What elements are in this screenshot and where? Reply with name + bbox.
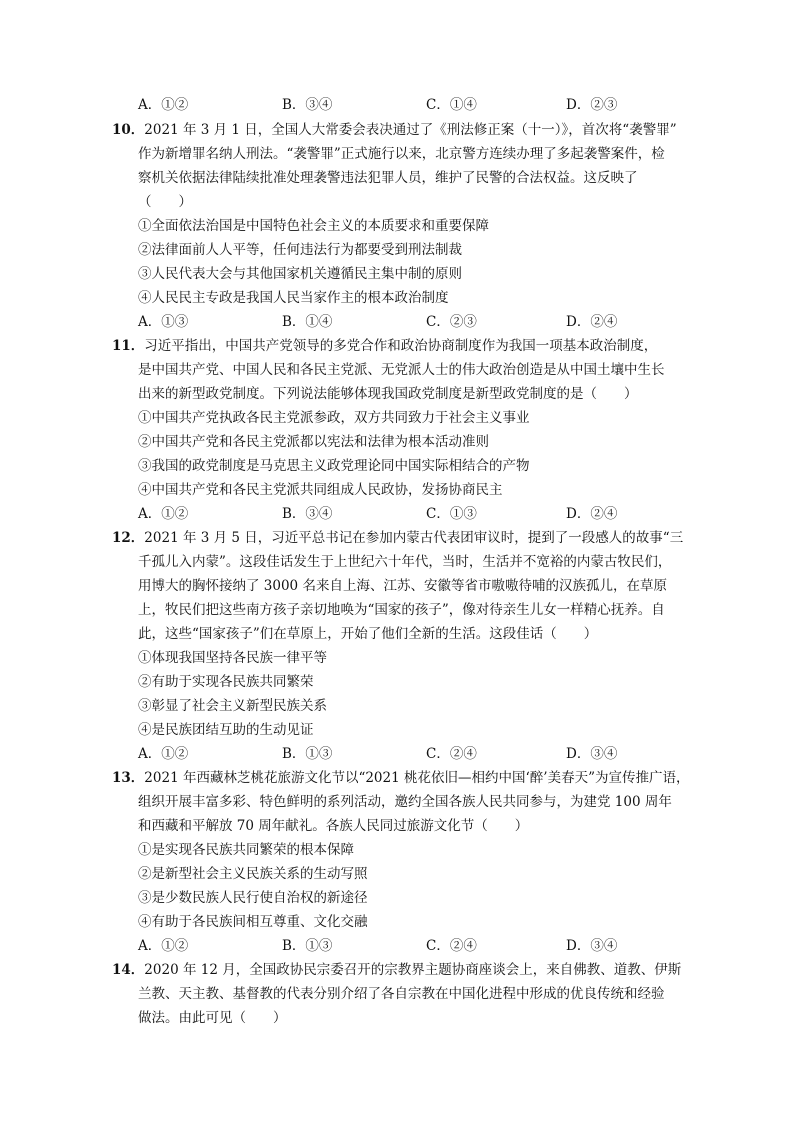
q9-option-b[interactable]: B．③④ xyxy=(282,97,333,113)
q13-item-3: ③是少数民族人民行使自治权的新途径 xyxy=(138,890,368,906)
q10-item-4: ④人民民主专政是我国人民当家作主的根本政治制度 xyxy=(138,290,449,306)
q10-item-2: ②法律面前人人平等，任何违法行为都要受到刑法制裁 xyxy=(138,242,462,258)
q11-item-1: ①中国共产党执政各民主党派参政，双方共同致力于社会主义事业 xyxy=(138,410,530,426)
q11-item-4: ④中国共产党和各民主党派共同组成人民政协，发扬协商民主 xyxy=(138,482,503,498)
q11-line-1 xyxy=(112,336,657,356)
q12-option-a[interactable]: A．①② xyxy=(138,746,189,762)
q10-text-4: （ ） xyxy=(138,194,192,210)
q13-item-4: ④有助于各民族间相互尊重、文化交融 xyxy=(138,914,368,930)
q11-options xyxy=(138,504,698,524)
q10-option-d[interactable]: D．②④ xyxy=(566,314,618,330)
q10-text-3: 察机关依据法律陆续批准处理袭警违法犯罪人员，维护了民警的合法权益。这反映了 xyxy=(138,170,638,186)
q12-text-4: 上，牧民们把这些南方孩子亲切地唤为“国家的孩子”，像对待亲生儿女一样精心抚养。自 xyxy=(138,602,665,618)
q10-option-a[interactable]: A．①③ xyxy=(138,314,189,330)
q9-options xyxy=(138,95,698,115)
q12-option-b[interactable]: B．①③ xyxy=(282,746,333,762)
q13-option-c[interactable]: C．②④ xyxy=(426,938,477,954)
q10-number: 10． xyxy=(112,122,145,138)
q12-item-4: ④是民族团结互助的生动见证 xyxy=(138,722,314,738)
q12-item-2: ②有助于实现各民族共同繁荣 xyxy=(138,674,314,690)
q10-text-2: 作为新增罪名纳人刑法。“袭警罪”正式施行以来，北京警方连续办理了多起袭警案件，检 xyxy=(138,146,665,162)
q11-number: 11． xyxy=(112,338,145,354)
q14-text-2: 兰教、天主教、基督教的代表分别介绍了各自宗教在中国化进程中形成的优良传统和经验 xyxy=(138,986,665,1002)
q11-item-3: ③我国的政党制度是马克思主义政党理论同中国实际相结合的产物 xyxy=(138,458,530,474)
q9-option-d[interactable]: D．②③ xyxy=(566,97,618,113)
q12-line-1 xyxy=(112,528,683,548)
q12-item-1: ①体现我国坚持各民族一律平等 xyxy=(138,650,327,666)
q11-item-2: ②中国共产党和各民主党派都以宪法和法律为根本活动准则 xyxy=(138,434,489,450)
q14-line-1 xyxy=(112,960,681,980)
q9-option-a[interactable]: A．①② xyxy=(138,97,189,113)
q11-option-b[interactable]: B．③④ xyxy=(282,506,333,522)
q11-text-2: 是中国共产党、中国人民和各民主党派、无党派人士的伟大政治创造是从中国土壤中生长 xyxy=(138,362,665,378)
q10-options xyxy=(138,312,698,332)
q13-option-a[interactable]: A．①② xyxy=(138,938,189,954)
q9-option-c[interactable]: C．①④ xyxy=(426,97,477,113)
q13-item-2: ②是新型社会主义民族关系的生动写照 xyxy=(138,866,368,882)
q13-option-b[interactable]: B．①③ xyxy=(282,938,333,954)
q13-text-3: 和西藏和平解放 70 周年献礼。各族人民同过旅游文化节（ ） xyxy=(138,818,529,834)
q10-item-3: ③人民代表大会与其他国家机关遵循民主集中制的原则 xyxy=(138,266,462,282)
q10-item-1: ①全面依法治国是中国特色社会主义的本质要求和重要保障 xyxy=(138,218,489,234)
q14-text-3: 做法。由此可见（ ） xyxy=(138,1010,287,1026)
q11-option-c[interactable]: C．①③ xyxy=(426,506,477,522)
q11-text-3: 出来的新型政党制度。下列说法能够体现我国政党制度是新型政党制度的是（ ） xyxy=(138,386,638,402)
q12-option-c[interactable]: C．②④ xyxy=(426,746,477,762)
q12-number: 12． xyxy=(112,530,145,546)
q13-text-1: 2021 年西藏林芝桃花旅游文化节以“2021 桃花依旧—相约中国‘醉’美春天”为宣传推广语， xyxy=(144,770,690,786)
q10-line-1 xyxy=(112,120,677,140)
q13-text-2: 组织开展丰富多彩、特色鲜明的系列活动，邀约全国各族人民共同参与，为建党 100 周年 xyxy=(138,794,672,810)
q12-text-3: 用博大的胸怀接纳了 3000 名来自上海、江苏、安徽等省市嗷嗷待哺的汉族孤儿，在草原 xyxy=(138,578,667,594)
q10-option-c[interactable]: C．②③ xyxy=(426,314,477,330)
q13-line-1 xyxy=(112,768,689,788)
q14-text-1: 2020 年 12 月，全国政协民宗委召开的宗教界主题协商座谈会上，来自佛教、道教、伊斯 xyxy=(144,962,682,978)
q10-option-b[interactable]: B．①④ xyxy=(282,314,333,330)
q12-text-5: 此，这些“国家孩子”们在草原上，开始了他们全新的生活。这段佳话（ ） xyxy=(138,626,598,642)
q12-text-1: 2021 年 3 月 5 日，习近平总书记在参加内蒙古代表团审议时，提到了一段感人的故事“三 xyxy=(144,530,684,546)
q13-options xyxy=(138,936,698,956)
q12-options xyxy=(138,744,698,764)
q11-text-1: 习近平指出，中国共产党领导的多党合作和政治协商制度作为我国一项基本政治制度， xyxy=(144,338,658,354)
q12-item-3: ③彰显了社会主义新型民族关系 xyxy=(138,698,327,714)
q13-option-d[interactable]: D．③④ xyxy=(566,938,618,954)
q11-option-a[interactable]: A．①② xyxy=(138,506,189,522)
q14-number: 14． xyxy=(112,962,145,978)
q12-text-2: 千孤儿入内蒙”。这段佳话发生于上世纪六十年代，当时，生活并不宽裕的内蒙古牧民们， xyxy=(138,554,672,570)
q13-number: 13． xyxy=(112,770,145,786)
q12-option-d[interactable]: D．③④ xyxy=(566,746,618,762)
q10-text-1: 2021 年 3 月 1 日，全国人大常委会表决通过了《刑法修正案（十一）》，首次将“袭警罪” xyxy=(144,122,677,138)
q13-item-1: ①是实现各民族共同繁荣的根本保障 xyxy=(138,842,354,858)
q11-option-d[interactable]: D．②④ xyxy=(566,506,618,522)
